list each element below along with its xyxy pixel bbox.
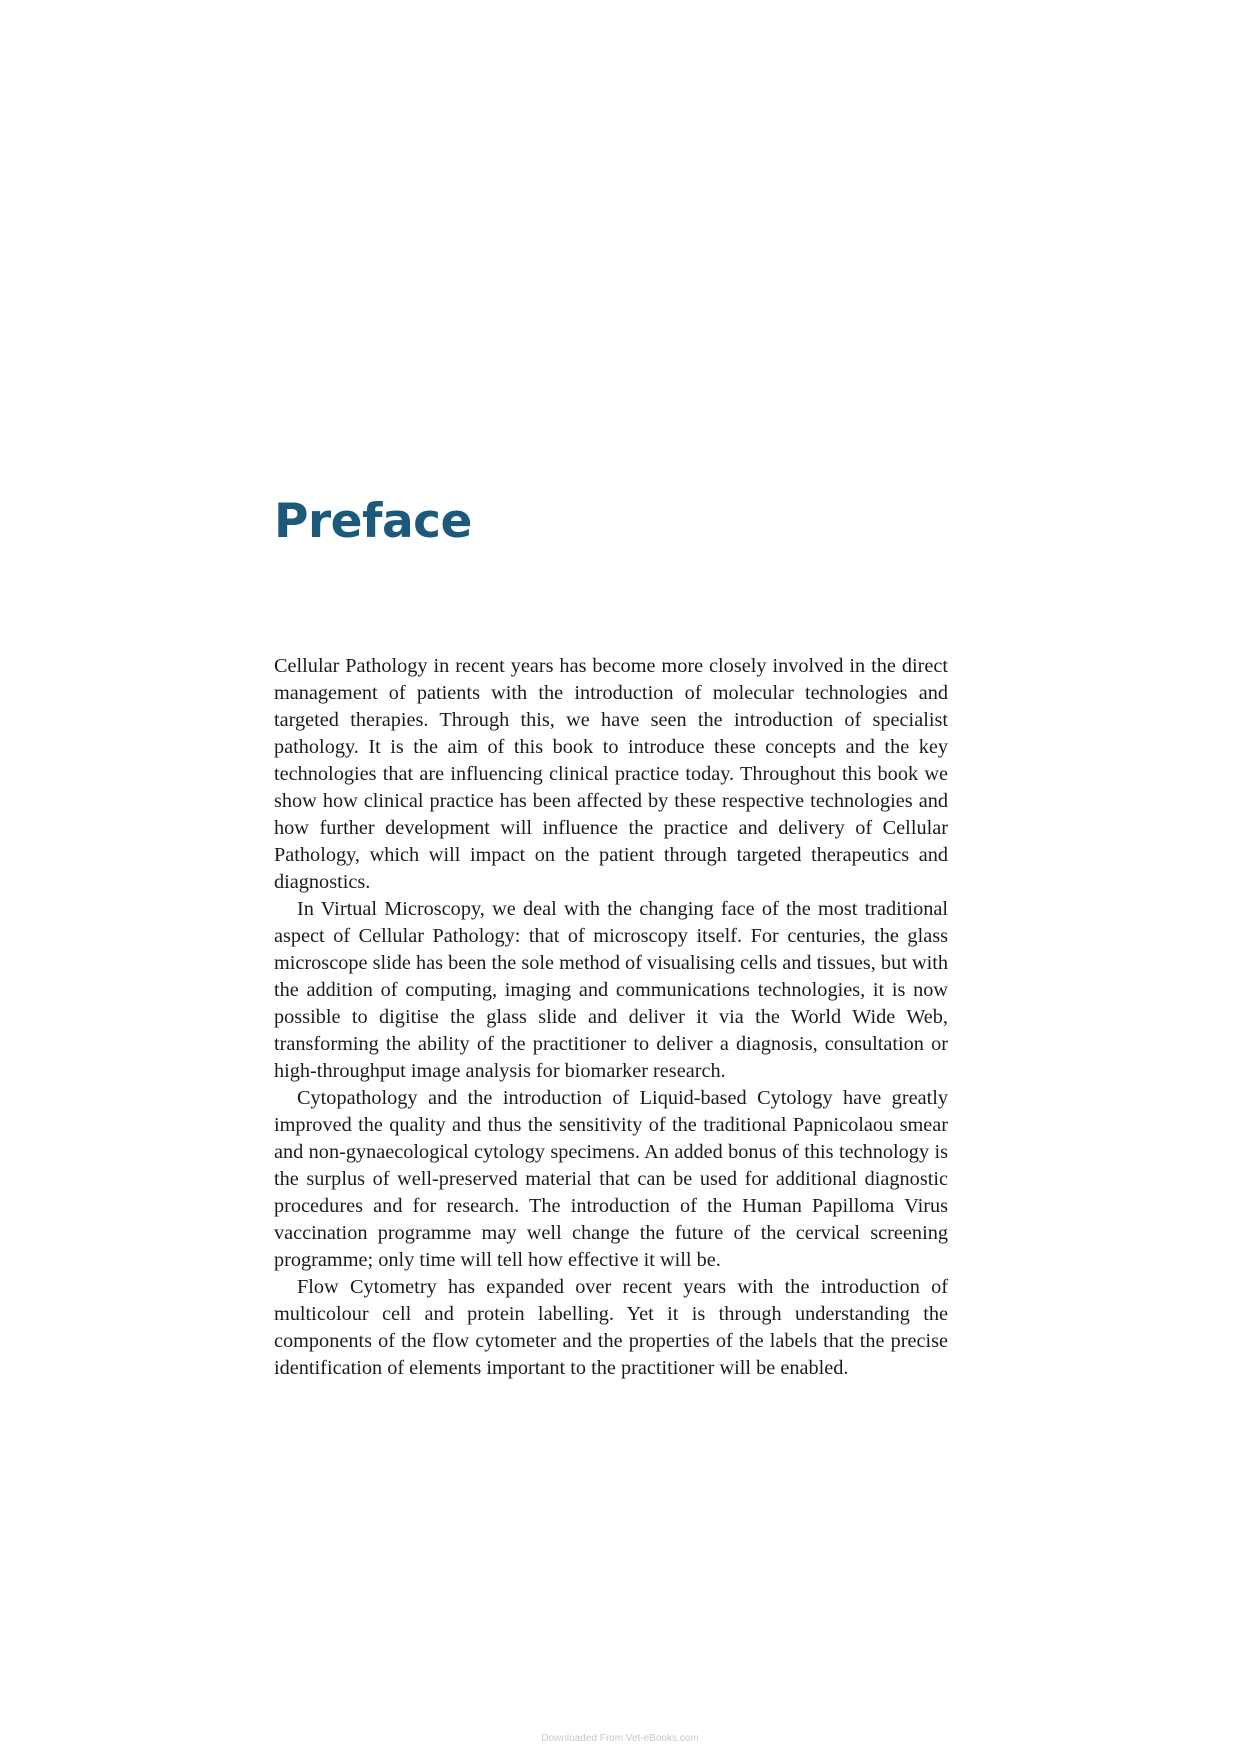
paragraph: In Virtual Microscopy, we deal with the changing face of the most traditional aspect of Cellular Pathology: that of microscopy itself. For centuries, the glass microscope slide has been the sole method of visualising cells and tissues, but with the addition of computing, imaging and communications technologies, it is now possible to digitise the glass slide and deliver it via the World Wide Web, transforming the ability of the practitioner to deliver a diagnosis, consultation or high-throughput image analysis for biomarker research. <box>274 898 948 1082</box>
preface-body <box>274 653 948 1382</box>
page-title: Preface <box>274 494 472 549</box>
paragraph: Cytopathology and the introduction of Liquid-based Cytology have greatly improved the quality and thus the sensitivity of the traditional Papnicolaou smear and non-gynaecological cytology specimens. An added bonus of this technology is the surplus of well-preserved material that can be used for additional diagnostic procedures and for research. The introduction of the Human Papilloma Virus vaccination programme may well change the future of the cervical screening programme; only time will tell how effective it will be. <box>274 1087 948 1271</box>
download-watermark: Downloaded From Vet-eBooks.com <box>541 1733 699 1744</box>
paragraph: Cellular Pathology in recent years has become more closely involved in the direct management of patients with the introduction of molecular technologies and targeted therapies. Through this, we have seen the introduction of specialist pathology. It is the aim of this book to introduce these concepts and the key technologies that are influencing clinical practice today. Throughout this book we show how clinical practice has been affected by these respective technologies and how further development will influence the practice and delivery of Cellular Pathology, which will impact on the patient through targeted therapeutics and diagnostics. <box>274 655 948 893</box>
paragraph: Flow Cytometry has expanded over recent years with the introduction of multicolour cell and protein labelling. Yet it is through understanding the components of the flow cytometer and the properties of the labels that the precise identification of elements important to the practitioner will be enabled. <box>274 1276 948 1379</box>
